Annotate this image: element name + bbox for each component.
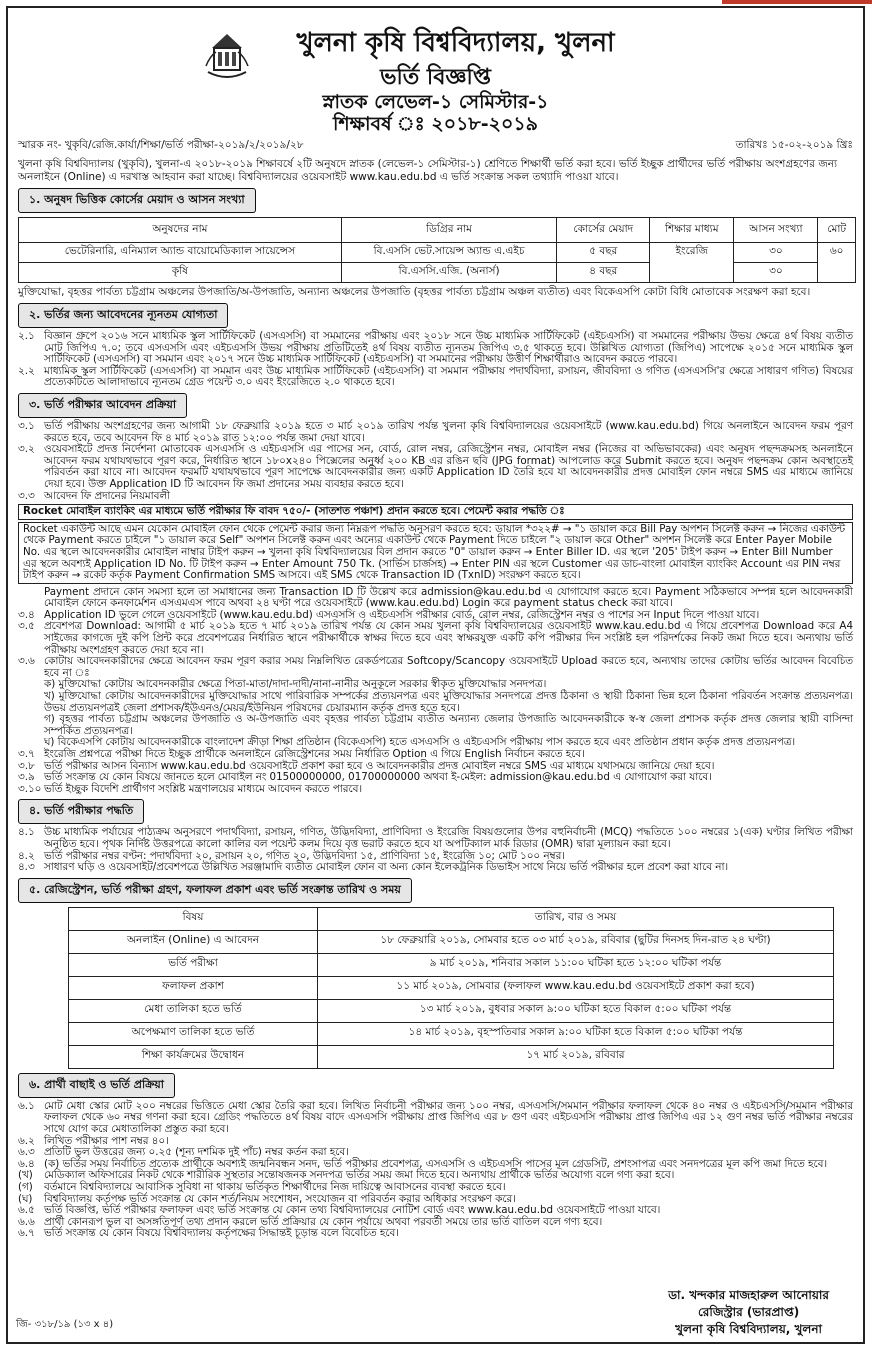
item-text: উচ্চ মাধ্যমিক পর্যায়ের পাঠ্যক্রম অনুসরণে পদার্থবিদ্যা, রসায়ন, গণিত, উদ্ভিদবিদ্যা, প্রাণিবিদ্যা ও ইংরেজি বিষয়গুলোর উপর বহুনির্বাচনী (MCQ) পদ্ধতিতে ১০০ নম্বরের ১(এক) ঘণ্টার লিখিত পরীক্ষা অনুষ্ঠিত হবে। পৃথক নির্দিষ্ট উত্তরপত্রে কালো কালির বল পয়েন্ট কলম দিয়ে বৃত্ত ভরাট করতে হবে যা অপটিক্যাল মার্ক রিডার (OMR) দ্বারা মূল্যায়ন করা হবে। <box>44 826 853 850</box>
table-row <box>19 243 856 263</box>
col-total: মোট <box>818 218 856 243</box>
section-2-heading: ২. ভর্তির জন্য আবেদনের ন্যূনতম যোগ্যতা <box>18 303 228 328</box>
item-number: (ঘ) <box>18 1192 33 1205</box>
faculty-seat-table <box>18 217 856 283</box>
intro-paragraph: খুলনা কৃষি বিশ্ববিদ্যালয় (খুকৃবি), খুলনা-এ ২০১৮-২০১৯ শিক্ষাবর্ষে ২টি অনুষদে স্নাতক (লেভেল-১ সেমিস্টার-১) শ্রেণিতে শিক্ষার্থী ভর্তি করা হবে। ভর্তি ইচ্ছুক প্রার্থীদের ভর্তি পরীক্ষায় অংশগ্রহণের জন্য অনলাইনে (Online) এ দরখাস্ত আহবান করা যাচ্ছে। বিশ্ববিদ্যালয়ের ওয়েবসাইট www.kau.edu.bd এ ভর্তি সংক্রান্ত সকল তথ্যাদি পাওয়া যাবে। <box>18 158 838 183</box>
col-faculty: অনুষদের নাম <box>19 218 342 243</box>
item-text: প্রতিটি ভুল উত্তরের জন্য ০.২৫ (শূন্য দশমিক দুই পাঁচ) নম্বর কর্তন করা হবে। <box>44 1146 349 1159</box>
list-item <box>18 444 853 490</box>
item-number: ৪.৩ <box>18 861 35 874</box>
item-text: বিজ্ঞান গ্রুপে ২০১৬ সনে মাধ্যমিক স্কুল সার্টিফিকেট (এসএসসি) বা সমমানের পরীক্ষায় এবং ২০১৮ সনে উচ্চ মাধ্যমিক সার্টিফিকেট (এইচএসসি) বা সমমানের পরীক্ষায় উভয় ক্ষেত্রে ৪র্থ বিষয় ব্যতীত মোট জিপিএ ৭.০; তবে এসএসসি এবং এইচএসসি উভয় পরীক্ষায় প্রতিটিতেই ৪র্থ বিষয় ব্যতীত ন্যূনতম জিপিএ ৩.৫ থাকতে হবে। উল্লিখিত যোগ্যতা (জিপিএ) সাপেক্ষে ২০১৫ সনে মাধ্যমিক স্কুল সার্টিফিকেট (এসএসসি) বা সমমান এবং ২০১৭ সনে উচ্চ মাধ্যমিক সার্টিফিকেট (এইচএসসি) বা সমমানের পরীক্ষায় উত্তীর্ণ শিক্ষার্থীরাও আবেদন করতে পারবে। <box>44 330 853 366</box>
table-row <box>69 953 834 976</box>
item-text: মেডিক্যাল অফিসারের নিকট থেকে শারীরিক সুস্থতার সন্তোষজনক সনদপত্র ভর্তির সময় জমা দিতে হবে। অন্যথায় প্রার্থীকে ভর্তির অযোগ্য বলে গণ্য করা হবে। <box>44 1169 675 1182</box>
when-cell: ১৮ ফেব্রুয়ারি ২০১৯, সোমবার হতে ০৩ মার্চ ২০১৯, রবিবার (ছুটির দিনসহ দিন-রাত ২৪ ঘণ্টা) <box>318 930 834 953</box>
item-number: ৩.৭ <box>18 748 35 760</box>
item-text: ঘ) বিকেএসপি কোটায় আবেদনকারীকে বাংলাদেশ ক্রীড়া শিক্ষা প্রতিষ্ঠান (বিকেএসপি) হতে এসএসসি ও এইচএসসি পরীক্ষায় পাস করতে হবে এবং প্রতিষ্ঠান প্রধান কর্তৃক প্রদত্ত প্রত্যয়নপত্র। <box>44 736 796 749</box>
item-number: ৩.১০ <box>18 782 42 795</box>
item-text: ভর্তি ইচ্ছুক বিদেশি প্রার্থীগণ সংশ্লিষ্ট মন্ত্রণালয়ের মাধ্যমে আবেদন করতে পারবে। <box>44 782 363 795</box>
table-row <box>69 930 834 953</box>
list-item <box>18 1147 853 1159</box>
item-number: ৩.১ <box>18 419 35 432</box>
item-text: সাধারণ ঘড়ি ও ওয়েবসাইট/প্রবেশপত্রে উল্লিখিত সরঞ্জামাদি ব্যতীত মোবাইল ফোন বা অন্য কোন ইলেকট্রনিক ডিভাইস সাথে নিয়ে ভর্তি পরীক্ষার হলে প্রবেশ করা যাবে না। <box>44 861 729 874</box>
item-number <box>18 714 44 737</box>
item-number: ৩.৪ <box>18 608 35 621</box>
list-item <box>18 784 853 796</box>
reference-number: স্মারক নং- খুকৃবি/রেজি.কার্যা/শিক্ষা/ভর্তি পরীক্ষা-২০১৯/২/২০১৯/২৮ <box>18 139 304 151</box>
item-text: ভর্তি সংক্রান্ত যে কোন বিষয়ে বিশ্ববিদ্যালয় কর্তৃপক্ষের সিদ্ধান্তই চূড়ান্ত বলে বিবেচিত হবে। <box>44 1227 399 1240</box>
section-6-heading: ৬. প্রার্থী বাছাই ও ভর্তি প্রক্রিয়া <box>18 1073 175 1098</box>
item-number: ২.১ <box>18 330 35 342</box>
table-header-row <box>19 218 856 243</box>
item-number: ৬.১ <box>18 1099 35 1112</box>
item-text: গ) বৃহত্তর পার্বত্য চট্টগ্রাম অঞ্চলের উপজাতি ও অ-উপজাতি এবং বৃহত্তর পার্বত্য চট্টগ্রাম ব্যতীত অন্যান্য জেলার উপজাতি আবেদনকারীকে স্ব-স্ব জেলা প্রশাসক কর্তৃক প্রদত্ত জেলার স্থায়ী বাসিন্দা সম্পর্কিত প্রত্যয়নপত্র। <box>44 713 853 737</box>
item-number: ৬.৪ <box>18 1157 35 1170</box>
col-subject: বিষয় <box>69 907 318 930</box>
subject-cell: অপেক্ষমাণ তালিকা হতে ভর্তি <box>69 1022 318 1045</box>
item-number <box>18 691 44 714</box>
item-text: Application ID ভুলে গেলে ওয়েবসাইটে (www.kau.edu.bd) এসএসসি ও এইচএসসি পরীক্ষার বোর্ড, রোল নম্বর, রেজিস্ট্রেশন নম্বর ও পাশের সন Input দিলে পাওয়া যাবে। <box>44 608 760 621</box>
item-number: (গ) <box>18 1180 33 1193</box>
duration-cell: ৪ বছর <box>557 263 650 283</box>
item-number: ৪.১ <box>18 826 35 839</box>
list-item <box>18 656 853 679</box>
list-item <box>18 366 853 389</box>
level-title: স্নাতক লেভেল-১ সেমিস্টার-১ <box>322 91 549 113</box>
item-number: ৬.২ <box>18 1134 35 1147</box>
item-number: ৬.৭ <box>18 1227 35 1240</box>
item-text: বর্তমানে বিশ্ববিদ্যালয়ে আবাসিক সুবিধা না থাকায় ভর্তিকৃত শিক্ষার্থীদের নিজ দায়িত্বে আবাসনের ব্যবস্থা করতে হবে। <box>44 1180 506 1193</box>
list-item <box>18 749 853 761</box>
payment-note: Payment প্রদানে কোন সমস্যা হলে তা সমাধানের জন্য Transaction ID টি উল্লেখ করে admission@kau.edu.bd এ যোগাযোগ করতে হবে। Payment সঠিকভাবে সম্পন্ন হলে আবেদনকারী মোবাইল ফোনে কনফার্মেশন এসএমএস পাবে অথবা ২৪ ঘণ্টা পরে ওয়েবসাইটে (www.kau.edu.bd) Login করে payment status check করা যাবে। <box>44 585 853 610</box>
rocket-payment-heading: Rocket মোবাইল ব্যাংকিং এর মাধ্যমে ভর্তি পরীক্ষার ফি বাবদ ৭৫০/- (সাতশত পঞ্চাশ) প্রদান করতে হবে। পেমেন্ট করার পদ্ধতি ঃ <box>18 504 853 520</box>
when-cell: ১৩ মার্চ ২০১৯, বুধবার সকাল ৯:০০ ঘটিকা হতে বিকাল ৫:০০ ঘটিকা পর্যন্ত <box>318 999 834 1022</box>
medium-cell: ইংরেজি <box>650 243 734 283</box>
notice-date: তারিখঃ ১৫-০২-২০১৯ খ্রিঃ <box>735 139 853 151</box>
item-text: ভর্তি পরীক্ষার আসন বিন্যাস www.kau.edu.bd ওয়েবসাইটে প্রকাশ করা হবে ও আবেদনকারীর প্রদত্ত মোবাইল নম্বরে SMS এর মাধ্যমে যথাসময়ে জানিয়ে দেয়া হবে। <box>44 759 715 772</box>
list-item <box>18 491 853 503</box>
schedule-table <box>68 907 834 1069</box>
section-3-items-b <box>8 586 863 796</box>
seats-cell: ৩০ <box>734 263 818 283</box>
item-text: ভর্তি সংক্রান্ত যে কোন বিষয়ে জানতে হলে মোবাইল নং 01500000000, 01700000000 অথবা ই-মেইল: admission@kau.edu.bd এ যোগাযোগ করা যাবে। <box>44 771 712 784</box>
when-cell: ৯ মার্চ ২০১৯, শনিবার সকাল ১১:০০ ঘটিকা হতে ১২:০০ ঘটিকা পর্যন্ত <box>318 953 834 976</box>
item-text: প্রার্থী কোনরূপ ভুল বা অসঙ্গতিপূর্ণ তথ্য প্রদান করলে ভর্তি প্রক্রিয়ার যে কোন পর্যায়ে অথবা পরবর্তী সময়ে তার ভর্তি বাতিল বলে গণ্য হবে। <box>44 1215 603 1228</box>
item-number: ৩.৫ <box>18 620 35 633</box>
list-item <box>18 1228 853 1240</box>
list-item <box>18 1101 853 1136</box>
rocket-payment-steps: Rocket একাউন্ট আছে এমন যেকোন মোবাইল ফোন থেকে পেমেন্ট করার জন্য নিম্নরূপ পদ্ধতি অনুসরণ করতে হবে: ডায়াল *৩২২# → "১ ডায়াল করে Bill Pay অপশন সিলেক্ট করুন → নিজের একাউন্ট থেকে Payment করতে চাইলে "১ ডায়াল করে Self" অপশন সিলেক্ট করুন এবং অন্যের একাউন্ট থেকে Payment দিতে চাইলে "২ ডায়াল করে Other" অপশন সিলেক্ট করে Enter Payer Mobile No. এর স্থলে আবেদনকারীর মোবাইল নাম্বার টাইপ করুন → খুলনা কৃষি বিশ্ববিদ্যালয়ের বিল প্রদান করতে "0" ডায়াল করুন → Enter Biller ID. এর স্থলে '205' টাইপ করুন → Enter Bill Number এর স্থলে অবশ্যই Application ID No. টি টাইপ করুন → Enter Amount 750 Tk. (সার্ভিস চার্জসহ) → Enter PIN এর স্থলে Customer এর ডাচ-বাংলা মোবাইল ব্যাংকিং Account এর PIN নম্বর টাইপ করুন → রকেট কর্তৃক Payment Confirmation SMS আসবে। এই SMS থেকে Transaction ID (TxnID) সংরক্ষণ করতে হবে। <box>18 522 853 584</box>
top-red-mark <box>722 0 872 4</box>
item-text: লিখিত পরীক্ষার পাশ নম্বর ৪০। <box>44 1134 169 1147</box>
university-name: খুলনা কৃষি বিশ্ববিদ্যালয়, খুলনা <box>296 28 615 58</box>
item-text: ওয়েবসাইটে প্রদত্ত নির্দেশনা মোতাবেক এসএসসি ও এইচএসসি এর পাসের সন, বোর্ড, রোল নম্বর, রেজিস্ট্রেশন নম্বর, মোবাইল নম্বর (নিজের বা অভিভাবকের) এবং অনুষদ পছন্দক্রমসহ অনলাইনে আবেদন ফরম যথাযথভাবে পূরণ করে, নির্ধারিত স্থানে ১৮০x২৪০ পিক্সেলের অনুর্ধ্ব ২০০ KB এর রঙিন ছবি (JPG format) আপলোড করে Submit করতে হবে। অনুষদ পছন্দক্রম কোন অবস্থাতেই পরিবর্তন করা যাবে না। আবেদন ফরমটি যথাযথভাবে পূরণ সাপেক্ষে আবেদনকারীর জন্য একটি Application ID তৈরি হবে যা আবেদনকারীর প্রদত্ত মোবাইল ফোন নম্বরে SMS এর মাধ্যমে জানিয়ে দেয়া হবে। উক্ত Application ID টি আবেদন ফি জমা প্রদানের সময় ব্যবহার করতে হবে। <box>44 443 853 490</box>
registrar-title: রেজিস্ট্রার (ভারপ্রাপ্ত) <box>697 1305 800 1319</box>
list-item <box>18 827 853 850</box>
seats-cell: ৩০ <box>734 243 818 263</box>
signature-block <box>668 1287 829 1338</box>
subject-cell: ফলাফল প্রকাশ <box>69 976 318 999</box>
item-number: ৩.৮ <box>18 759 35 772</box>
when-cell: ১৪ মার্চ ২০১৯, বৃহস্পতিবার সকাল ৯:০০ ঘটিকা হতে বিকাল ৫:০০ ঘটিকা পর্যন্ত <box>318 1022 834 1045</box>
item-number: ৩.৬ <box>18 655 35 668</box>
table-row <box>69 999 834 1022</box>
section-6-items <box>8 1100 863 1240</box>
duration-cell: ৫ বছর <box>557 243 650 263</box>
item-text: ইংরেজি প্রশ্নপত্রে পরীক্ষা দিতে ইচ্ছুক প্রার্থীকে অনলাইনে রেজিস্ট্রেশনের সময় নির্ধারিত Option এ গিয়ে English নির্বাচন করতে হবে। <box>44 748 585 760</box>
list-item <box>18 621 853 656</box>
list-item <box>18 862 853 874</box>
print-code: জি- ৩১৮/১৯ (১৩ x ৪) <box>16 1319 114 1330</box>
total-cell: ৬০ <box>818 243 856 283</box>
item-text: ক) মুক্তিযোদ্ধা কোটায় আবেদনকারীর ক্ষেত্রে পিতা-মাতা/দাদা-দাদী/নানা-নানীর অনুকূলে সরকার স্বীকৃত মুক্তিযোদ্ধার সনদপত্র। <box>44 678 547 691</box>
admission-notice <box>6 6 865 1344</box>
item-text: ভর্তি পরীক্ষায় অংশগ্রহণের জন্য আগামী ১৮ ফেব্রুয়ারি ২০১৯ হতে ৩ মার্চ ২০১৯ তারিখ পর্যন্ত খুলনা কৃষি বিশ্ববিদ্যালয়ের ওয়েবসাইটে (www.kau.edu.bd) গিয়ে অনলাইনে আবেদন ফরম পূরণ করতে হবে, তবে আবেদন ফি ৪ মার্চ ২০১৯ রাত ১২:০০ পর্যন্ত জমা দেয়া যাবে। <box>44 419 853 444</box>
section-4-items <box>8 826 863 873</box>
subject-cell: অনলাইন (Online) এ আবেদন <box>69 930 318 953</box>
item-text: ভর্তি পরীক্ষার নম্বর বণ্টন: পদার্থবিদ্যা ২০, রসায়ন ২০, গণিত ২০, উদ্ভিদবিদ্যা ১৫, প্রাণিবিদ্যা ১৫, ইংরেজি ১০; মোট ১০০ নম্বর। <box>44 849 565 862</box>
item-text: খ) মুক্তিযোদ্ধা কোটায় আবেদনকারীদের মুক্তিযোদ্ধার সাথে পারিবারিক সম্পর্কের প্রত্যয়নপত্র এবং মুক্তিযোদ্ধার সনদপত্রে প্রদত্ত ঠিকানা ও স্থায়ী ঠিকানা ভিন্ন হলে ঠিকানা পরিবর্তন সংক্রান্ত প্রত্যয়নপত্র। উভয় প্রত্যয়নপত্রই জেলা প্রশাসক/ইউএনও/মেয়র/ইউনিয়ন পরিষদের চেয়ারম্যান কর্তৃক প্রদত্ত হতে হবে। <box>44 690 853 714</box>
faculty-cell: কৃষি <box>19 263 342 283</box>
faculty-cell: ভেটেরিনারি, এনিম্যাল অ্যান্ড বায়োমেডিক্যাল সায়েন্সেস <box>19 243 342 263</box>
item-number: ৪.২ <box>18 849 35 862</box>
section-4-heading: ৪. ভর্তি পরীক্ষার পদ্ধতি <box>18 799 144 824</box>
section-3-heading: ৩. ভর্তি পরীক্ষার আবেদন প্রক্রিয়া <box>18 393 187 418</box>
item-number: ৩.২ <box>18 443 35 456</box>
table-row <box>69 1022 834 1045</box>
degree-cell: বি.এসসি ভেট.সায়েন্স অ্যান্ড এ.এইচ <box>341 243 557 263</box>
section-3-items-a <box>8 420 863 502</box>
item-number <box>18 679 44 691</box>
list-item <box>18 421 853 444</box>
item-number: ৬.৩ <box>18 1146 35 1159</box>
section-5-heading: ৫. রেজিস্ট্রেশন, ভর্তি পরীক্ষা গ্রহণ, ফলাফল প্রকাশ এবং ভর্তি সংক্রান্ত তারিখ ও সময় <box>18 878 412 903</box>
item-text: কোটায় আবেদনকারীদের ক্ষেত্রে আবেদন ফরম পূরণ করার সময় নিম্নলিখিত রেকর্ডপত্রের Softcopy/Scancopy ওয়েবসাইটে Upload করতে হবে, অন্যথায় তাদের কোটায় ভর্তির আবেদন বিবেচিত হবে না ঃ <box>44 655 853 679</box>
item-number: ৩.৯ <box>18 771 35 784</box>
item-number: (খ) <box>18 1169 33 1182</box>
section-1-heading: ১. অনুষদ ভিত্তিক কোর্সের মেয়াদ ও আসন সংখ্যা <box>18 188 256 213</box>
registrar-name: ডা. খন্দকার মাজহারুল আনোয়ার <box>668 1288 829 1302</box>
table-row <box>69 1045 834 1068</box>
item-text: আবেদন ফি প্রদানের নিয়মাবলী <box>44 489 170 502</box>
col-degree: ডিগ্রির নাম <box>341 218 557 243</box>
col-medium: শিক্ষার মাধ্যম <box>650 218 734 243</box>
col-date-time: তারিখ, বার ও সময় <box>318 907 834 930</box>
col-seats: আসন সংখ্যা <box>734 218 818 243</box>
item-text: (ক) ভর্তির সময় নির্বাচিত প্রত্যেক প্রার্থীকে অবশ্যই জন্মনিবন্ধন সনদ, ভর্তি পরীক্ষার প্রবেশপত্র, এসএসসি ও এইচএসসি পাসের মূল গ্রেডসিট, প্রশংসাপত্র এবং সনদপত্রের মূল কপি জমা দিতে হবে। <box>44 1157 828 1170</box>
col-duration: কোর্সের মেয়াদ <box>557 218 650 243</box>
item-text: ভর্তি বিজ্ঞপ্তি, ভর্তি পরীক্ষার ফলাফল এবং ভর্তি সংক্রান্ত যে কোন তথ্য বিশ্ববিদ্যালয়ের নোটিশ বোর্ড এবং www.kau.edu.bd ওয়েবসাইটে পাওয়া যাবে। <box>44 1204 661 1217</box>
item-text: বিশ্ববিদ্যালয় কর্তৃপক্ষ ভর্তি সংক্রান্ত যে কোন শর্ত/নিয়ম সংশোধন, সংযোজন বা পরিবর্তন করার অধিকার সংরক্ষণ করে। <box>44 1192 516 1205</box>
item-number: ৬.৬ <box>18 1215 35 1228</box>
item-number: ৬.৫ <box>18 1204 35 1217</box>
item-number: ৩.৩ <box>18 489 35 502</box>
when-cell: ১১ মার্চ ২০১৯, সোমবার (ফলাফল www.kau.edu.bd ওয়েবসাইটে প্রকাশ করা হবে) <box>318 976 834 999</box>
quota-note: মুক্তিযোদ্ধা, বৃহত্তর পার্বত্য চট্টগ্রাম অঞ্চলের উপজাতি/অ-উপজাতি, অন্যান্য অঞ্চলের উপজাতি (বৃহত্তর পার্বত্য চট্টগ্রাম অঞ্চল ব্যতীত) এবং বিকেএসপি কোটা বিধি মোতাবেক সংরক্ষণ করা হবে। <box>18 286 811 298</box>
notice-title: ভর্তি বিজ্ঞপ্তি <box>380 65 491 90</box>
item-text: মোট মেধা স্কোর মোট ২০০ নম্বরের ভিত্তিতে মেধা স্কোর তৈরি করা হবে। লিখিত নির্বাচনী পরীক্ষার জন্য ১০০ নম্বর, এসএসসি/সমমান পরীক্ষার ফলাফল থেকে ৪০ নম্বর ও এইচএসসি/সমমান পরীক্ষার ফলাফল থেকে ৬০ নম্বর গণনা করা হবে। গ্রেডিং পদ্ধতিতে ৪র্থ বিষয় বাদে এসএসসি পরীক্ষায় প্রাপ্ত জিপিএ এর ৮ গুণ এবং এইচএসসি পরীক্ষায় প্রাপ্ত জিপিএ এর ১২ গুণ নম্বর ভর্তি পরীক্ষার নম্বরের সাথে যোগ করে মেধাতালিকা প্রস্তুত করা হবে। <box>44 1099 853 1135</box>
item-number: ২.২ <box>18 364 35 377</box>
list-item <box>18 714 853 737</box>
registrar-org: খুলনা কৃষি বিশ্ববিদ্যালয়, খুলনা <box>675 1322 822 1336</box>
item-text: মাধ্যমিক স্কুল সার্টিফিকেট (এসএসসি) বা সমমান এবং উচ্চ মাধ্যমিক সার্টিফিকেট (এইচএসসি) বা সমমান পরীক্ষায় পদার্থবিদ্যা, রসায়ন, জীববিদ্যা ও গণিত (এসএসসি'র ক্ষেত্রে সাধারণ গণিত) বিষয়ের প্রত্যেকটিতে আলাদাভাবে ন্যূনতম গ্রেড পয়েন্ট ৩.০ এবং ইংরেজিতে ২.০ থাকতে হবে। <box>44 364 853 389</box>
subject-cell: মেধা তালিকা হতে ভর্তি <box>69 999 318 1022</box>
list-item <box>18 587 853 610</box>
table-row <box>69 976 834 999</box>
list-item <box>18 691 853 714</box>
list-item <box>18 1182 853 1194</box>
when-cell: ১৭ মার্চ ২০১৯, রবিবার <box>318 1045 834 1068</box>
list-item <box>18 331 853 366</box>
notice-header <box>8 8 863 136</box>
list-item <box>18 1205 853 1217</box>
subject-cell: শিক্ষা কার্যক্রমের উদ্বোধন <box>69 1045 318 1068</box>
section-2-items <box>8 330 863 389</box>
degree-cell: বি.এসসি.এজি. (অনার্স) <box>341 263 557 283</box>
subject-cell: ভর্তি পরীক্ষা <box>69 953 318 976</box>
item-text: প্রবেশপত্র Download: আগামী ৫ মার্চ ২০১৯ হতে ৭ মার্চ ২০১৯ তারিখ পর্যন্ত যে কোন সময় খুলনা কৃষি বিশ্ববিদ্যালয়ের ওয়েবসাইট www.kau.edu.bd এ গিয়ে প্রবেশপত্র Download করে A4 সাইজের কাগজে দুই কপি প্রিন্ট করে প্রবেশপত্রের নির্ধারিত স্থানে পরীক্ষার্থীকে স্বাক্ষর দিতে হবে এবং স্বাক্ষরযুক্ত একটি কপি পরীক্ষার দিন সংশ্লিষ্ট হল পরিদর্শকের নিকট জমা দিতে হবে। অন্যথায় ভর্তি পরীক্ষায় অংশগ্রহণ করতে দেয়া হবে না। <box>44 620 853 656</box>
session-title: শিক্ষাবর্ষ ঃ ২০১৮-২০১৯ <box>332 113 539 135</box>
table-header-row <box>69 907 834 930</box>
